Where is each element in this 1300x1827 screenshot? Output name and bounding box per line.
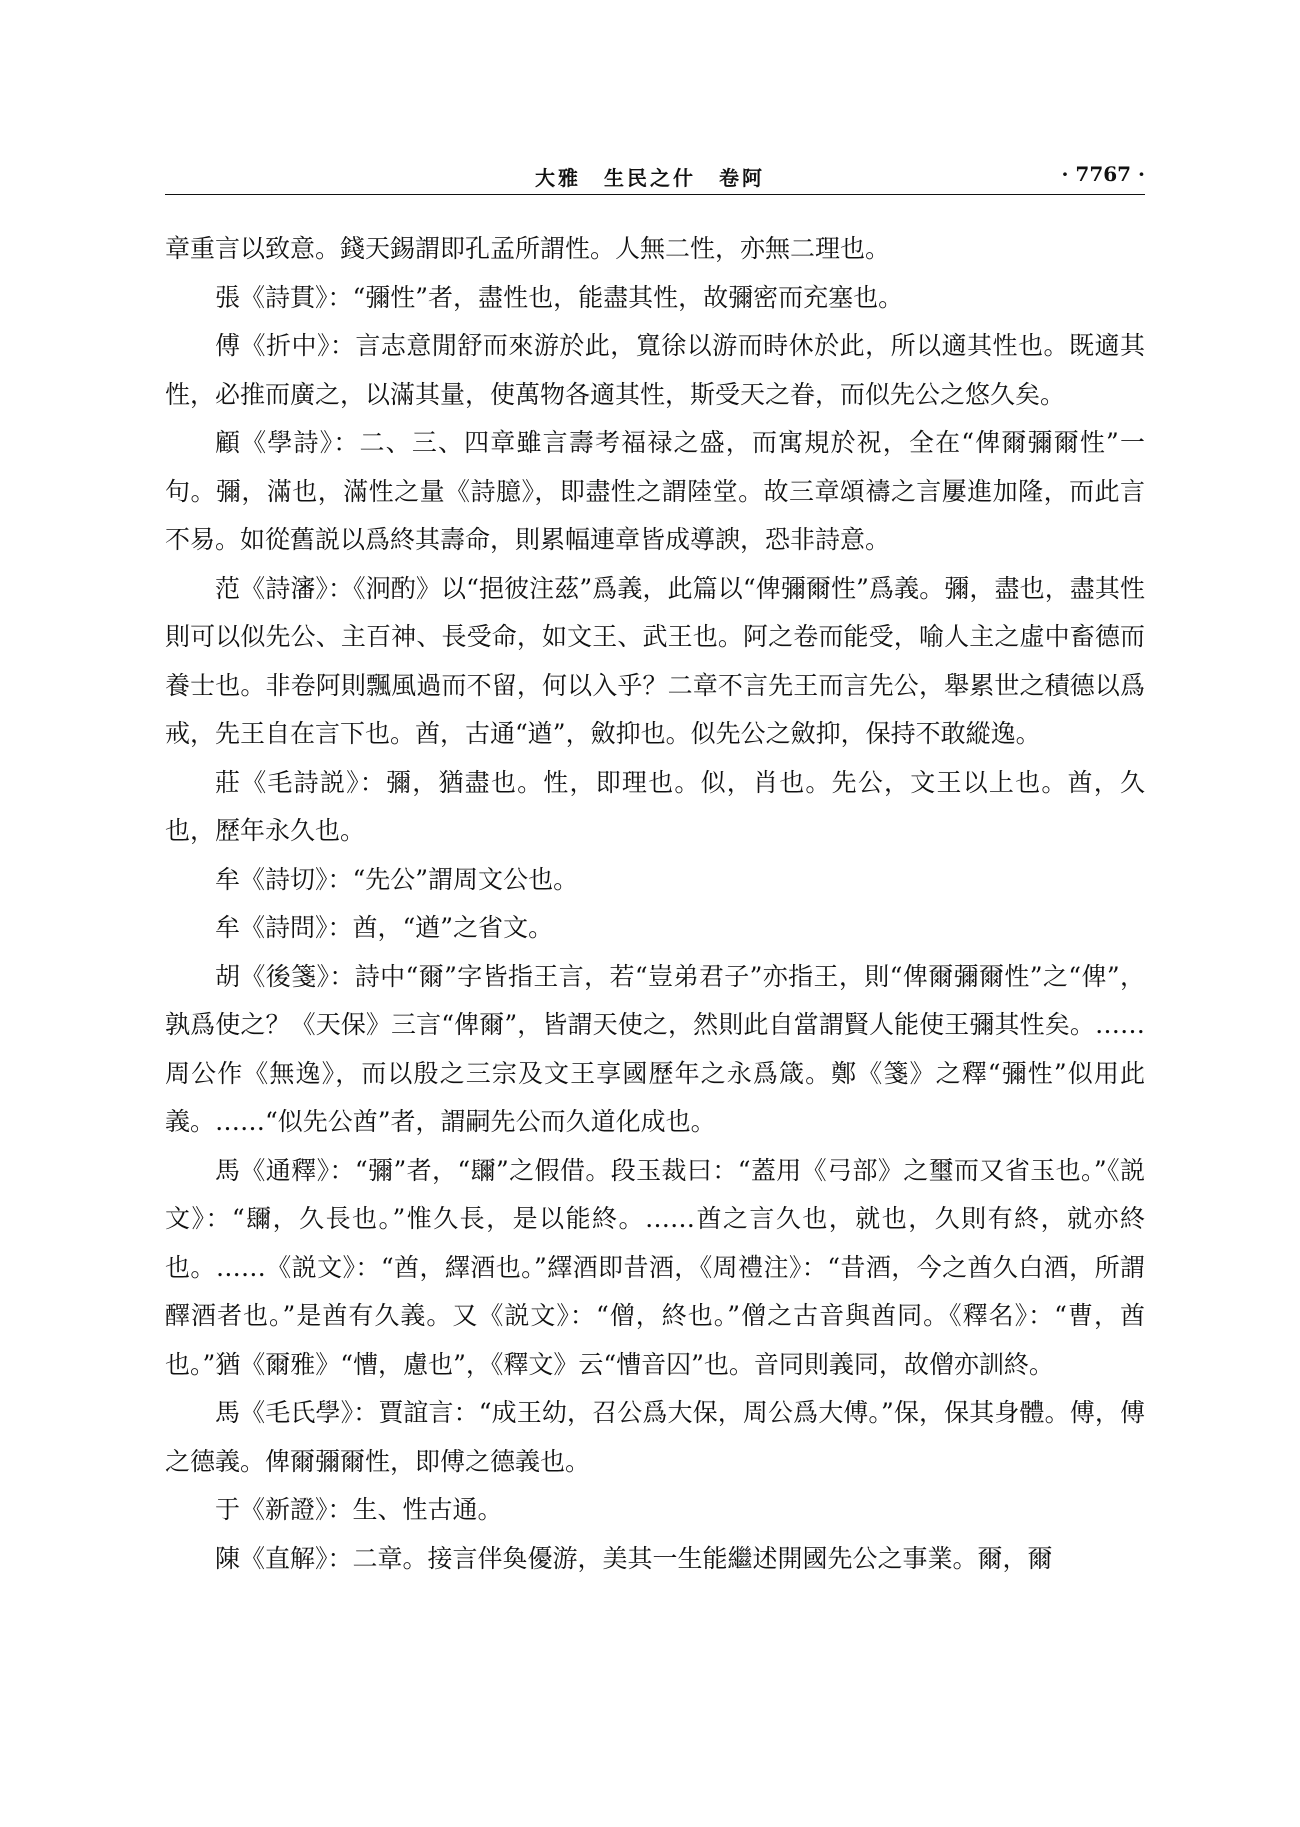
paragraph-hu-houjian: 胡《後箋》：詩中“爾”字皆指王言，若“豈弟君子”亦指王，則“俾爾彌爾性”之“俾”，孰爲使之？《天保》三言“俾爾”，皆謂天使之，然則此自當謂賢人能使王彌其性矣。……周公作《無逸》，而以殷之三宗及文王享國歷年之永爲箴。鄭《箋》之釋“彌性”似用此義。……“似先公酋”者，謂嗣先公而久道化成也。 — [165, 961, 1145, 1136]
paragraph-fu-zhezhong: 傅《折中》：言志意閒舒而來游於此，寬徐以游而時休於此，所以適其性也。既適其性，必推而廣之，以滿其量，使萬物各適其性，斯受天之眷，而似先公之悠久矣。 — [165, 331, 1145, 409]
paragraph-zhuang-maoshishuo: 莊《毛詩説》：彌，猶盡也。性，即理也。似，肖也。先公，文王以上也。酋，久也，歷年永久也。 — [165, 767, 1145, 845]
paragraph-gu-xueshi: 顧《學詩》：二、三、四章雖言壽考福禄之盛，而寓規於祝，全在“俾爾彌爾性”一句。彌，滿也，滿性之量《詩臆》，即盡性之謂陸堂。故三章頌禱之言屢進加隆，而此言不易。如從舊説以爲終其壽命，則累幅連章皆成導諛，恐非詩意。 — [165, 428, 1145, 554]
header-rule — [165, 194, 1145, 195]
paragraph-chen-zhijie: 陳《直解》：二章。接言伴奐優游，美其一生能繼述開國先公之事業。爾，爾 — [215, 1543, 1053, 1573]
page-number: · 7767 · — [1061, 162, 1145, 186]
body-text — [165, 225, 1145, 1583]
paragraph-continuation: 章重言以致意。錢天錫謂即孔孟所謂性。人無二性，亦無二理也。 — [165, 234, 891, 263]
paragraph-ma-maoshixue: 馬《毛氏學》：賈誼言：“成王幼，召公爲大保，周公爲大傅。”保，保其身體。傅，傅之德義。俾爾彌爾性，即傅之德義也。 — [165, 1398, 1145, 1476]
running-header — [165, 158, 1145, 194]
paragraph-mou-shiwen: 牟《詩問》：酋，“遒”之省文。 — [215, 913, 554, 942]
header-title: 大雅 生民之什 卷阿 — [535, 166, 765, 190]
paragraph-yu-xinzheng: 于《新證》：生、性古通。 — [215, 1495, 503, 1524]
paragraph-fan-shishen: 范《詩瀋》：《泂酌》以“挹彼注茲”爲義，此篇以“俾彌爾性”爲義。彌，盡也，盡其性則可以似先公、主百神、長受命，如文王、武王也。阿之卷而能受，喻人主之虛中畜德而養士也。非卷阿則飄風過而不留，何以入乎？二章不言先王而言先公，舉累世之積德以爲戒，先王自在言下也。酋，古通“遒”，斂抑也。似先公之斂抑，保持不敢縱逸。 — [165, 573, 1145, 748]
paragraph-ma-tongshi: 馬《通釋》：“彌”者，“镾”之假借。段玉裁曰：“蓋用《弓部》之璽而又省玉也。”《説文》：“镾，久長也。”惟久長，是以能終。……酋之言久也，就也，久則有終，就亦終也。……《説文》：“酋，繹酒也。”繹酒即昔酒，《周禮注》：“昔酒，今之酋久白酒，所謂醳酒者也。”是酋有久義。又《説文》：“僧，終也。”僧之古音與酋同。《釋名》：“曹，酋也。”猶《爾雅》“慒，慮也”，《釋文》云“慒音囚”也。音同則義同，故僧亦訓終。 — [165, 1155, 1145, 1379]
paragraph-mou-shiqie: 牟《詩切》：“先公”謂周文公也。 — [215, 864, 579, 894]
paragraph-zhang-shiguan: 張《詩貫》：“彌性”者，盡性也，能盡其性，故彌密而充塞也。 — [215, 282, 904, 312]
